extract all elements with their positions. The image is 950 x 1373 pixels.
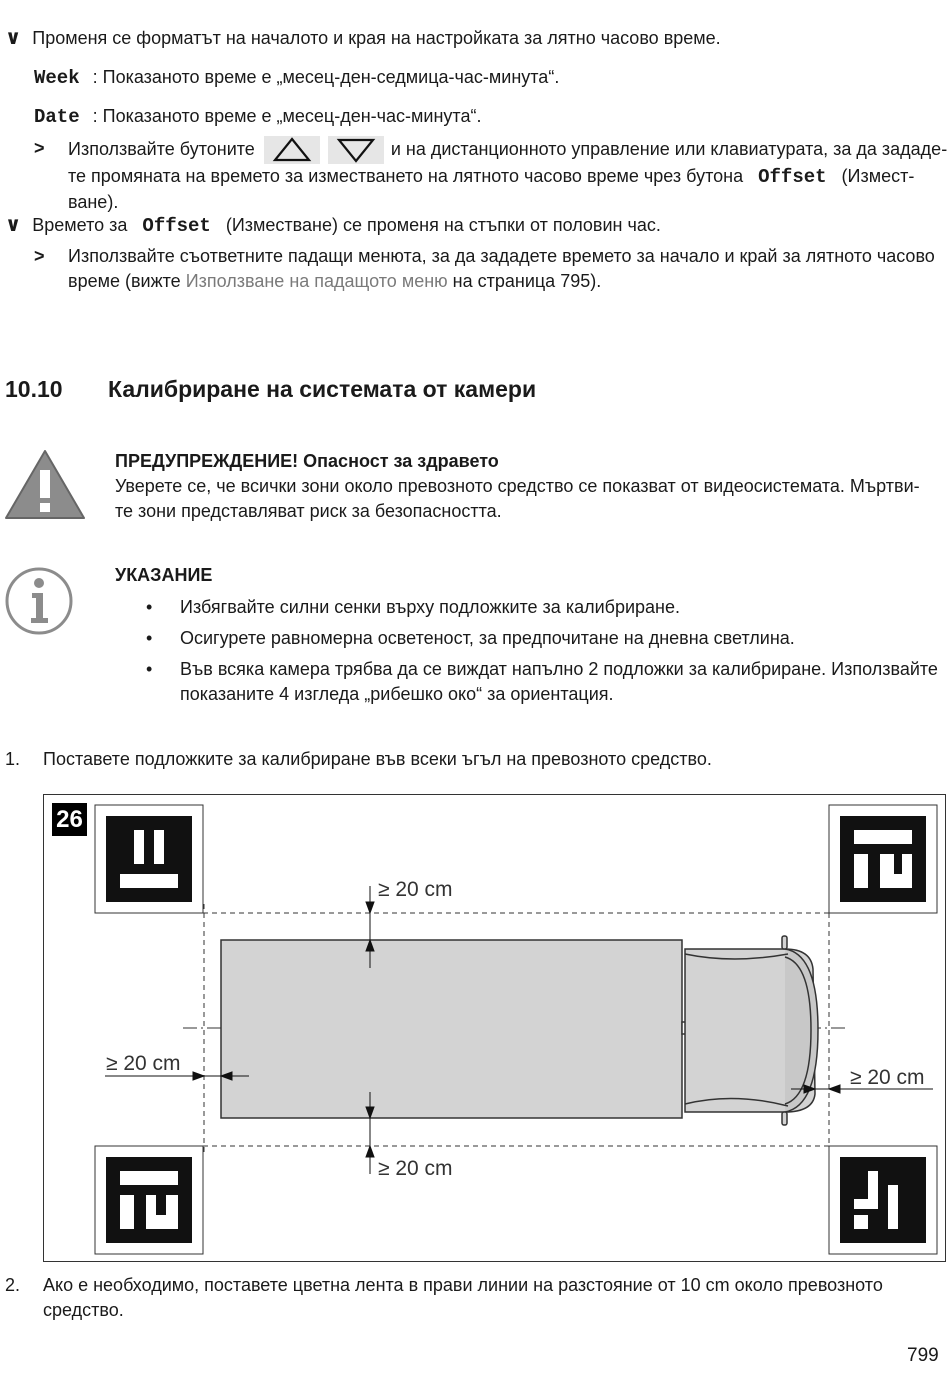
section-heading bbox=[5, 376, 537, 402]
chevron-right-icon: > bbox=[34, 138, 45, 158]
format-change-item bbox=[5, 26, 935, 51]
step-a-text-1: Използвайте бутоните bbox=[68, 138, 255, 159]
dropdown-menu-link[interactable]: Използване на падащото меню bbox=[185, 271, 448, 291]
offset-step-text-a: Времето за bbox=[32, 215, 128, 235]
dimension-label-top: ≥ 20 cm bbox=[378, 878, 453, 901]
step-b-text-1: Използвайте съответните падащи менюта, за да зададете времето за начало и край за лятното часово bbox=[68, 246, 935, 266]
date-description: : Показаното време е „месец-ден-час-минута“. bbox=[92, 106, 482, 126]
warning-block bbox=[115, 449, 945, 524]
triangle-up-icon bbox=[264, 136, 320, 164]
week-key: Week bbox=[34, 67, 80, 89]
warning-line-1: Уверете се, че всички зони около превозното средство се показват от видеосистемата. Мъртви- bbox=[115, 476, 920, 496]
date-option bbox=[34, 104, 481, 130]
page-number: 799 bbox=[907, 1345, 939, 1366]
chevron-down-icon: ∨ bbox=[5, 27, 22, 49]
warning-title: ПРЕДУПРЕЖДЕНИЕ! Опасност за здравето bbox=[115, 451, 499, 471]
step-a-text-3: те промяната на времето за изместването на лятното часово време чрез бутона bbox=[68, 166, 744, 186]
info-icon bbox=[4, 566, 74, 636]
step-a-text-4: (Измест- bbox=[841, 166, 915, 186]
format-change-text: Променя се форматът на началото и края на настройката за лятно часово време. bbox=[32, 28, 721, 48]
calibration-mat-top-left bbox=[95, 805, 203, 913]
notice-bullet-text-cont: показаните 4 изгледа „рибешко око“ за ориентация. bbox=[180, 684, 614, 704]
chevron-down-icon: ∨ bbox=[5, 214, 22, 236]
vehicle-cargo-box bbox=[221, 940, 682, 1118]
step-1-text: Поставете подложките за калибриране във всеки ъгъл на превозното средство. bbox=[43, 749, 712, 769]
calibration-mat-bottom-right bbox=[829, 1146, 937, 1254]
step-1-number: 1. bbox=[5, 749, 21, 769]
step-1 bbox=[5, 747, 935, 772]
triangle-down-icon bbox=[328, 136, 384, 164]
calibration-mat-top-right bbox=[829, 805, 937, 913]
calibration-mat-bottom-left bbox=[95, 1146, 203, 1254]
chevron-right-icon: > bbox=[34, 246, 45, 266]
notice-bullet-text: Във всяка камера трябва да се виждат напълно 2 подложки за калибриране. Използвайте bbox=[180, 659, 938, 679]
vehicle-cab bbox=[682, 936, 818, 1125]
step-b-text-2b: на страница 795). bbox=[447, 271, 602, 291]
dimension-label-right: ≥ 20 cm bbox=[850, 1066, 925, 1089]
notice-bullet-text: Избягвайте силни сенки върху подложките за калибриране. bbox=[180, 597, 681, 617]
arrow-up-button bbox=[264, 136, 320, 164]
warning-line-2: те зони представляват риск за безопасността. bbox=[115, 501, 502, 521]
offset-step-item bbox=[5, 213, 935, 239]
step-2 bbox=[5, 1273, 935, 1320]
date-key: Date bbox=[34, 106, 80, 128]
dimension-label-bottom: ≥ 20 cm bbox=[378, 1157, 453, 1180]
notice-bullet-text: Осигурете равномерна осветеност, за предпочитане на дневна светлина. bbox=[180, 628, 795, 648]
dimension-label-left: ≥ 20 cm bbox=[106, 1052, 181, 1075]
section-number: 10.10 bbox=[5, 376, 63, 402]
step-2-text-2: средство. bbox=[43, 1300, 124, 1320]
step-a-text-2: и на дистанционното управление или клавиатурата, за да зададе- bbox=[390, 138, 948, 159]
warning-triangle-icon bbox=[3, 448, 87, 522]
offset-key: Offset bbox=[142, 215, 211, 237]
vehicle-calibration-diagram bbox=[43, 794, 946, 1262]
offset-step-text-b: (Изместване) се променя на стъпки от половин час. bbox=[225, 215, 661, 235]
step-2-text-1: Ако е необходимо, поставете цветна лента в прави линии на разстояние от 10 cm около превозното bbox=[43, 1275, 883, 1295]
week-description: : Показаното време е „месец-ден-седмица-час-минута“. bbox=[92, 67, 560, 87]
step-2-number: 2. bbox=[5, 1275, 21, 1295]
step-a-text-5: ване). bbox=[68, 192, 119, 212]
arrow-down-button bbox=[328, 136, 384, 164]
notice-title: УКАЗАНИЕ bbox=[115, 565, 213, 585]
figure-number-badge: 26 bbox=[52, 803, 87, 836]
step-b-text-2a: време (вижте bbox=[68, 271, 186, 291]
offset-key: Offset bbox=[758, 166, 827, 188]
week-option bbox=[34, 65, 559, 91]
section-title: Калибриране на системата от камери bbox=[108, 376, 537, 402]
